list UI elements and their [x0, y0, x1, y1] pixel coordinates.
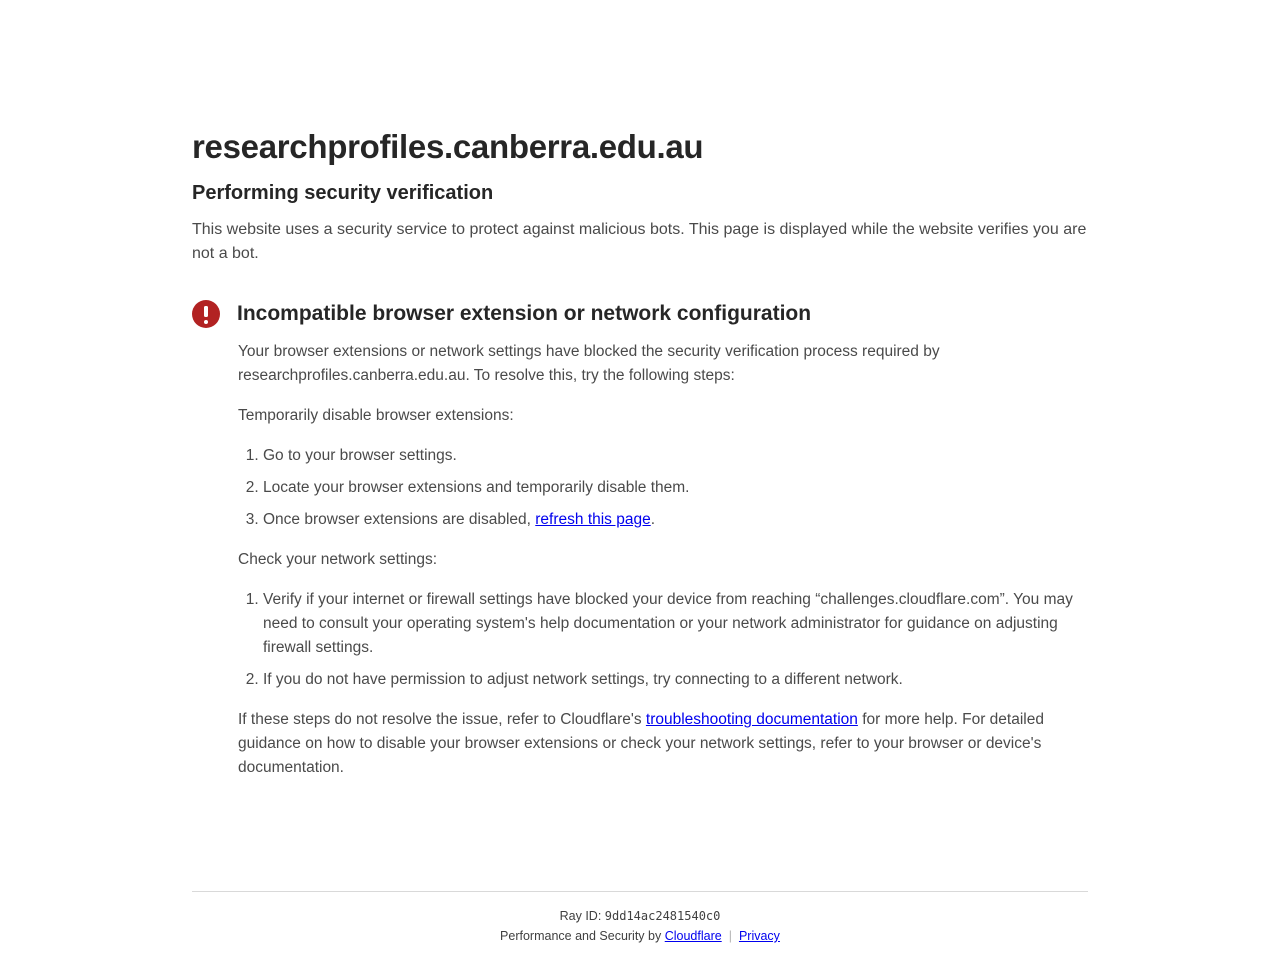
security-service-description: This website uses a security service to protect against malicious bots. This page is displayed while the website verifies you are not a bot. — [192, 221, 1087, 262]
list-item: 1. Verify if your internet or firewall settings have blocked your device from reaching “challenges.cloudflare.com”. You may need to consult your operating system's help documentation or your network administrator for guidance on adjusting firewall settings. — [263, 588, 1088, 660]
main-content — [192, 0, 1088, 891]
list-item: 1. Go to your browser settings. — [263, 444, 1088, 468]
error-heading: Incompatible browser extension or network configuration — [237, 302, 812, 325]
troubleshooting-documentation-link[interactable]: troubleshooting documentation — [645, 711, 858, 728]
footer-divider — [192, 891, 1088, 892]
page-subtitle: Performing security verification — [192, 182, 494, 204]
closing-paragraph — [238, 708, 1088, 780]
closing-text: for more help. For detailed guidance on how to disable your browser extensions or check your network settings, refer to your browser or device's documentation. — [238, 711, 1044, 776]
error-body — [238, 340, 1088, 780]
ray-id-value: 9dd14ac2481540c0 — [604, 909, 721, 923]
list-item: 2. If you do not have permission to adjust network settings, try connecting to a different network. — [263, 668, 1088, 692]
network-steps-intro: Check your network settings: — [238, 551, 438, 568]
step-text: . — [650, 511, 656, 528]
site-hostname-title: researchprofiles.canberra.edu.au — [192, 128, 704, 165]
refresh-page-link[interactable]: refresh this page — [535, 511, 651, 528]
error-header — [192, 300, 1088, 328]
footer-separator: | — [728, 929, 732, 943]
network-steps-list — [238, 588, 1088, 692]
page-footer — [192, 891, 1088, 960]
powered-by-text: Performance and Security by — [500, 929, 665, 943]
extensions-steps-list — [238, 444, 1088, 532]
step-text: Once browser extensions are disabled, — [263, 511, 536, 528]
error-description: Your browser extensions or network settings have blocked the security verification process required by researchprofiles.canberra.edu.au. To resolve this, try the following steps: — [238, 343, 940, 384]
closing-text: If these steps do not resolve the issue, refer to Cloudflare's — [238, 711, 646, 728]
exclamation-dot — [204, 320, 208, 324]
performance-security-line — [192, 926, 1088, 946]
list-item: 2. Locate your browser extensions and temporarily disable them. — [263, 476, 1088, 500]
exclamation-circle-icon — [192, 300, 220, 328]
ray-id-line — [192, 906, 1088, 926]
exclamation-bar — [204, 306, 208, 317]
ray-id-label: Ray ID: — [559, 909, 605, 923]
privacy-link[interactable]: Privacy — [738, 929, 780, 943]
cloudflare-link[interactable]: Cloudflare — [664, 929, 722, 943]
extensions-steps-intro: Temporarily disable browser extensions: — [238, 407, 514, 424]
list-item — [263, 508, 1088, 532]
